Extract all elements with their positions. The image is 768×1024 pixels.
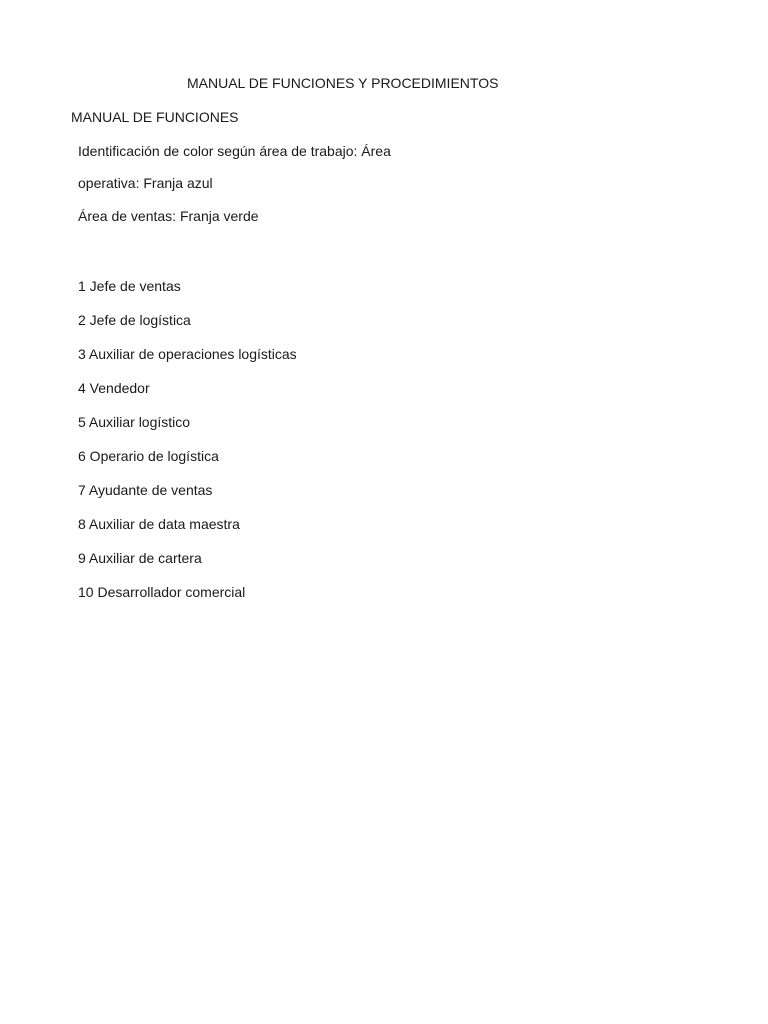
list-item: 4 Vendedor (78, 380, 150, 396)
list-item: 3 Auxiliar de operaciones logísticas (78, 346, 297, 362)
section-heading: MANUAL DE FUNCIONES (71, 109, 239, 125)
document-title: MANUAL DE FUNCIONES Y PROCEDIMIENTOS (187, 75, 499, 91)
list-item: 10 Desarrollador comercial (78, 584, 246, 600)
list-item: 6 Operario de logística (78, 448, 219, 464)
list-item: 2 Jefe de logística (78, 312, 191, 328)
role-list (78, 277, 297, 617)
list-item: 8 Auxiliar de data maestra (78, 516, 240, 532)
list-item: 9 Auxiliar de cartera (78, 550, 202, 566)
list-item: 7 Ayudante de ventas (78, 482, 213, 498)
sales-area-line: Área de ventas: Franja verde (78, 208, 259, 224)
list-item: 1 Jefe de ventas (78, 278, 181, 294)
color-id-paragraph-line-2: operativa: Franja azul (78, 175, 213, 191)
color-id-paragraph-line-1: Identificación de color según área de trabajo: Área (78, 143, 391, 159)
list-item: 5 Auxiliar logístico (78, 414, 191, 430)
